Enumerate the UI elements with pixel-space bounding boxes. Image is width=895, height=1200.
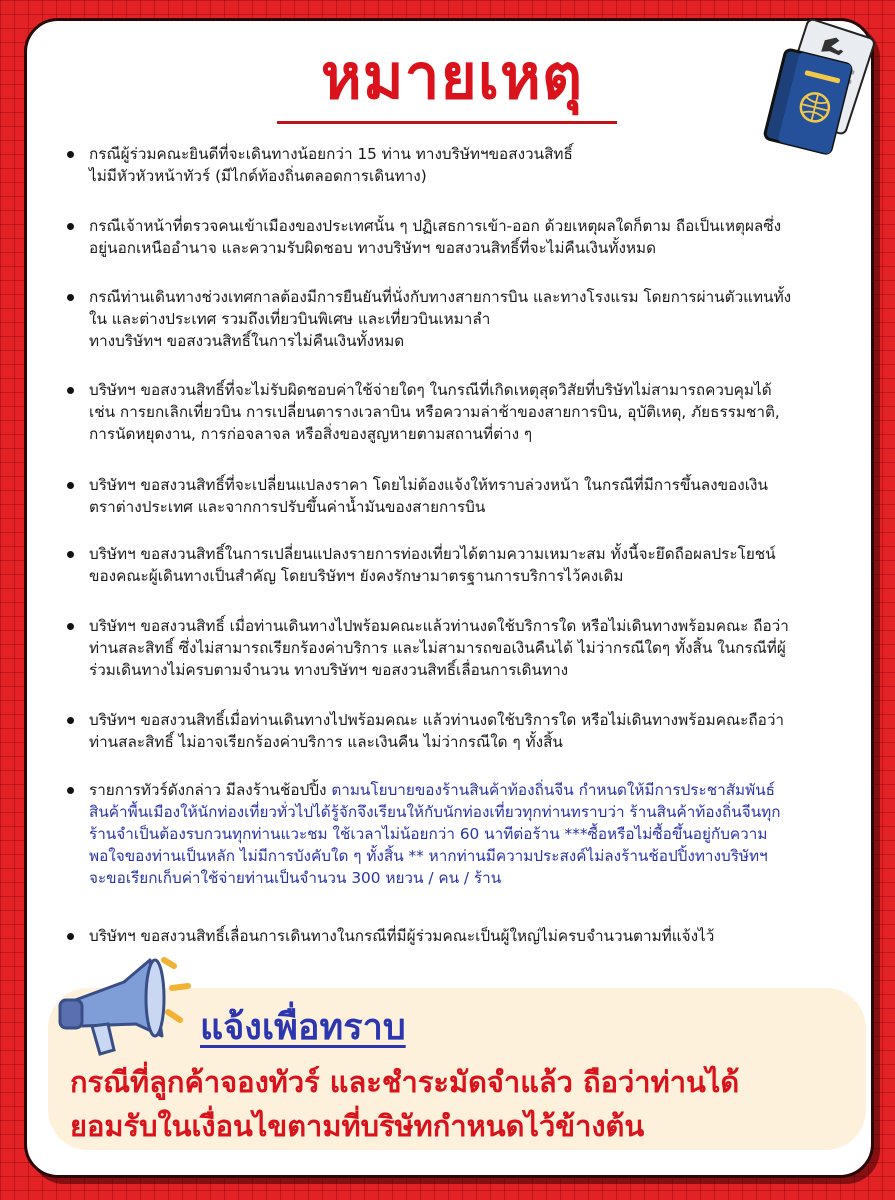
shopping-note-highlight: ตามนโยบายของร้านสินค้าท้องถิ่นจีน กำหนดให้มีการประชาสัมพันธ์ สินค้าพื้นเมืองให้นักท่องเที่ยวทั่วไปได้รู้จักจึงเรียนให้กับนักท่องเที่ยวทุกท่านทราบว่า ร้านสินค้าท้องถิ่นจีนทุก ร้านจำเป็นต้องรบกวนทุกท่านแวะชม ใช้เวลาไม่น้อยกว่า 60 นาทีต่อร้าน ***ซื้อหรือไม่ซื้อขึ้นอยู่กับความ พอใจของท่านเป็นหลัก ไม่มีการบังคับใด ๆ ทั้งสิ้น ** หากท่านมีความประสงค์ไม่ลงร้านช้อปปิ้งทางบริษัทฯ จะขอเรียกเก็บค่าใช้จ่ายท่านเป็นจำนวน 300 หยวน / คน / ร้าน <box>89 781 781 887</box>
list-item: บริษัทฯ ขอสงวนสิทธิ์เมื่อท่านเดินทางไปพร้อมคณะ แล้วท่านงดใช้บริการใด หรือไม่เดินทางพร้อมคณะถือว่า ท่านสละสิทธิ์ ไม่อาจเรียกร้องค่าบริการ และเงินคืน ไม่ว่ากรณีใด ๆ ทั้งสิ้น <box>63 709 784 753</box>
list-item: บริษัทฯ ขอสงวนสิทธิ์ที่จะไม่รับผิดชอบค่าใช้จ่ายใดๆ ในกรณีที่เกิดเหตุสุดวิสัยที่บริษัทไม่สามารถควบคุมได้ เช่น การยกเลิกเที่ยวบิน การเปลี่ยนตารางเวลาบิน หรือความล่าช้าของสายการบิน, อุบัติเหตุ, ภัยธรรมชาติ, การนัดหยุดงาน, การก่อจลาจล หรือสิ่งของสูญหายตามสถานที่ต่าง ๆ <box>63 379 780 445</box>
shopping-note <box>63 779 781 889</box>
list-item: บริษัทฯ ขอสงวนสิทธิ์ในการเปลี่ยนแปลงรายการท่องเที่ยวได้ตามความเหมาะสม ทั้งนี้จะยึดถือผลประโยชน์ ของคณะผู้เดินทางเป็นสำคัญ โดยบริษัทฯ ยังคงรักษามาตรฐานการบริการไว้คงเดิม <box>63 543 776 587</box>
notice-title: แจ้งเพื่อทราบ <box>200 1007 406 1048</box>
list-item: กรณีผู้ร่วมคณะยินดีที่จะเดินทางน้อยกว่า 15 ท่าน ทางบริษัทฯขอสงวนสิทธิ์ ไม่มีหัวหัวหน้าทัวร์ (มีไกด์ท้องถิ่นตลอดการเดินทาง) <box>63 143 573 187</box>
notice-text: กรณีที่ลูกค้าจองทัวร์ และชำระมัดจำแล้ว ถือว่าท่านได้ ยอมรับในเงื่อนไขตามที่บริษัทกำหนดไว้ข้างต้น <box>70 1065 740 1143</box>
list-item: บริษัทฯ ขอสงวนสิทธิ์ เมื่อท่านเดินทางไปพร้อมคณะแล้วท่านงดใช้บริการใด หรือไม่เดินทางพร้อมคณะ ถือว่า ท่านสละสิทธิ์ ซึ่งไม่สามารถเรียกร้องค่าบริการ และไม่สามารถขอเงินคืนได้ ไม่ว่ากรณีใดๆ ทั้งสิ้น ในกรณีที่ผู้ ร่วมเดินทางไม่ครบตามจำนวน ทางบริษัทฯ ขอสงวนสิทธิ์เลื่อนการเดินทาง <box>63 615 789 681</box>
list-item: บริษัทฯ ขอสงวนสิทธิ์ที่จะเปลี่ยนแปลงราคา โดยไม่ต้องแจ้งให้ทราบล่วงหน้า ในกรณีที่มีการขึ้นลงของเงิน ตราต่างประเทศ และจากการปรับขึ้นค่าน้ำมันของสายการบิน <box>63 474 768 518</box>
title-underline <box>277 121 617 124</box>
shopping-note-lead: รายการทัวร์ดังกล่าว มีลงร้านช้อปปิ้ง <box>89 781 332 799</box>
page-title: หมายเหตุ <box>320 40 584 113</box>
megaphone-icon <box>52 950 202 1060</box>
list-item: กรณีท่านเดินทางช่วงเทศกาลต้องมีการยืนยันที่นั่งกับทางสายการบิน และทางโรงแรม โดยการผ่านตัวแทนทั้ง ใน และต่างประเทศ รวมถึงเที่ยวบินพิเศษ และเที่ยวบินเหมาลำ ทางบริษัทฯ ขอสงวนสิทธิ์ในการไม่คืนเงินทั้งหมด <box>63 286 791 352</box>
list-item: กรณีเจ้าหน้าที่ตรวจคนเข้าเมืองของประเทศนั้น ๆ ปฏิเสธการเข้า-ออก ด้วยเหตุผลใดก็ตาม ถือเป็นเหตุผลซึ่ง อยู่นอกเหนืออำนาจ และความรับผิดชอบ ทางบริษัทฯ ขอสงวนสิทธิ์ที่จะไม่คืนเงินทั้งหมด <box>63 215 781 259</box>
passport-ticket-icon <box>758 18 888 158</box>
list-item: บริษัทฯ ขอสงวนสิทธิ์เลื่อนการเดินทางในกรณีที่มีผู้ร่วมคณะเป็นผู้ใหญ่ไม่ครบจำนวนตามที่แจ้งไว้ <box>63 925 714 947</box>
